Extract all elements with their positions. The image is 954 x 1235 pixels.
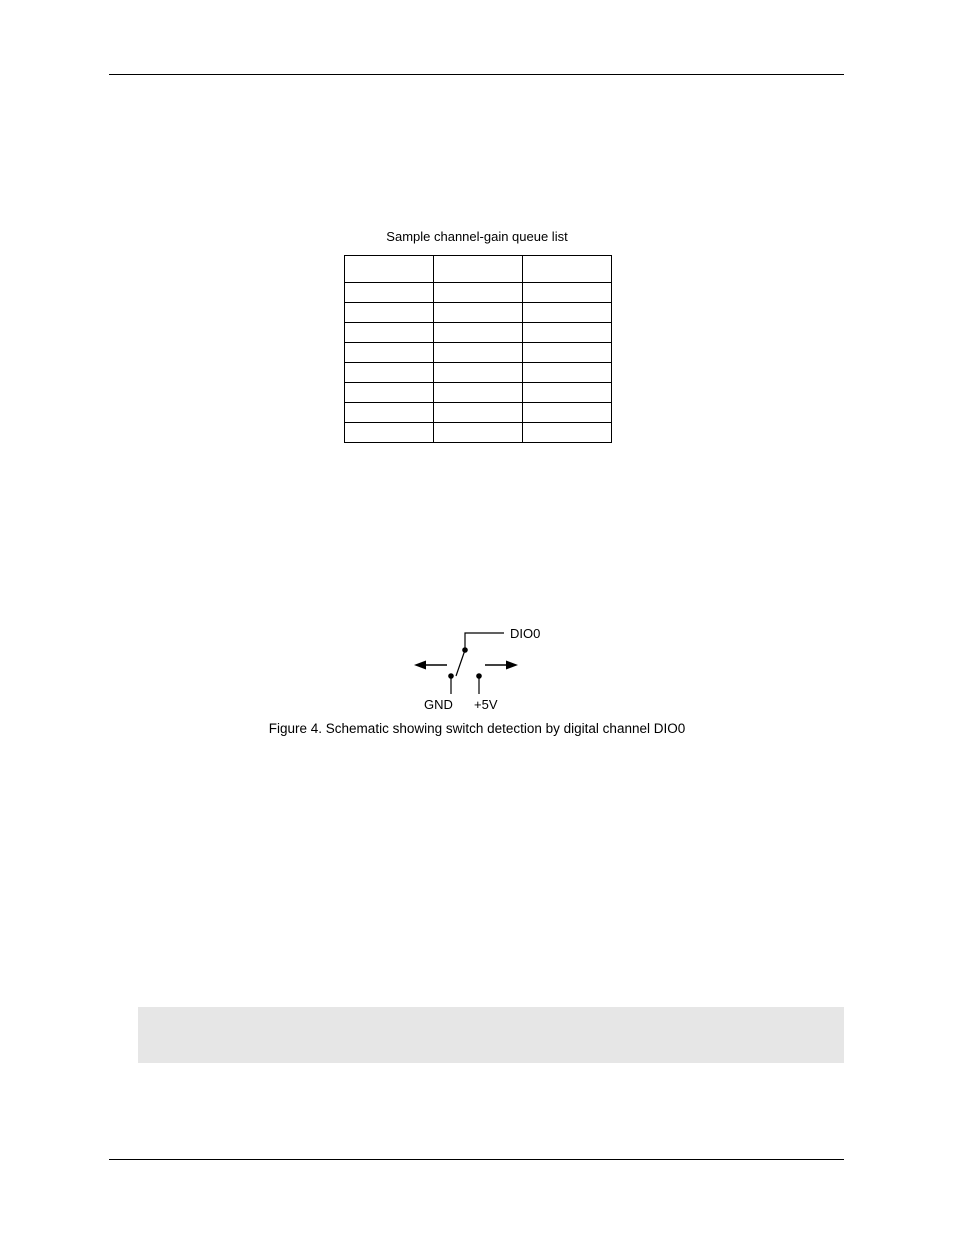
footer-rule [109,1159,844,1160]
table-row [345,423,612,443]
header-rule [109,74,844,75]
table-cell [345,323,434,343]
dio0-lead-wire [465,633,504,650]
right-arrow-head [506,661,518,670]
table-cell [434,363,523,383]
table-cell [434,303,523,323]
note-box [138,1007,844,1063]
gnd-label: GND [424,697,453,712]
table-cell [523,363,612,383]
table-cell [523,323,612,343]
table-header-row [345,256,612,283]
table-cell [434,423,523,443]
figure-caption: Figure 4. Schematic showing switch detection by digital channel DIO0 [268,721,686,736]
switch-blade [456,650,465,676]
table-cell [523,383,612,403]
table-row [345,343,612,363]
table-cell [434,383,523,403]
table-cell [345,423,434,443]
table-row [345,283,612,303]
table-row [345,363,612,383]
table-cell [523,343,612,363]
table-row [345,303,612,323]
table-cell [523,303,612,323]
table-cell [434,323,523,343]
table-cell [345,303,434,323]
table-cell [345,403,434,423]
table-row [345,403,612,423]
table-cell [345,363,434,383]
dio0-label: DIO0 [510,626,541,641]
table-cell [434,403,523,423]
table-row [345,383,612,403]
table-cell [434,343,523,363]
table-header-cell [523,256,612,283]
switch-schematic [404,618,554,718]
table-header-cell [434,256,523,283]
table-cell [523,423,612,443]
table-cell [434,283,523,303]
table-header-cell [345,256,434,283]
table-cell [345,343,434,363]
table-caption: Sample channel-gain queue list [386,229,568,244]
table-cell [523,403,612,423]
plus5v-label: +5V [474,697,498,712]
channel-gain-queue-table [344,255,612,443]
table-cell [345,383,434,403]
table-row [345,323,612,343]
left-arrow-head [414,661,426,670]
table-cell [523,283,612,303]
table-cell [345,283,434,303]
